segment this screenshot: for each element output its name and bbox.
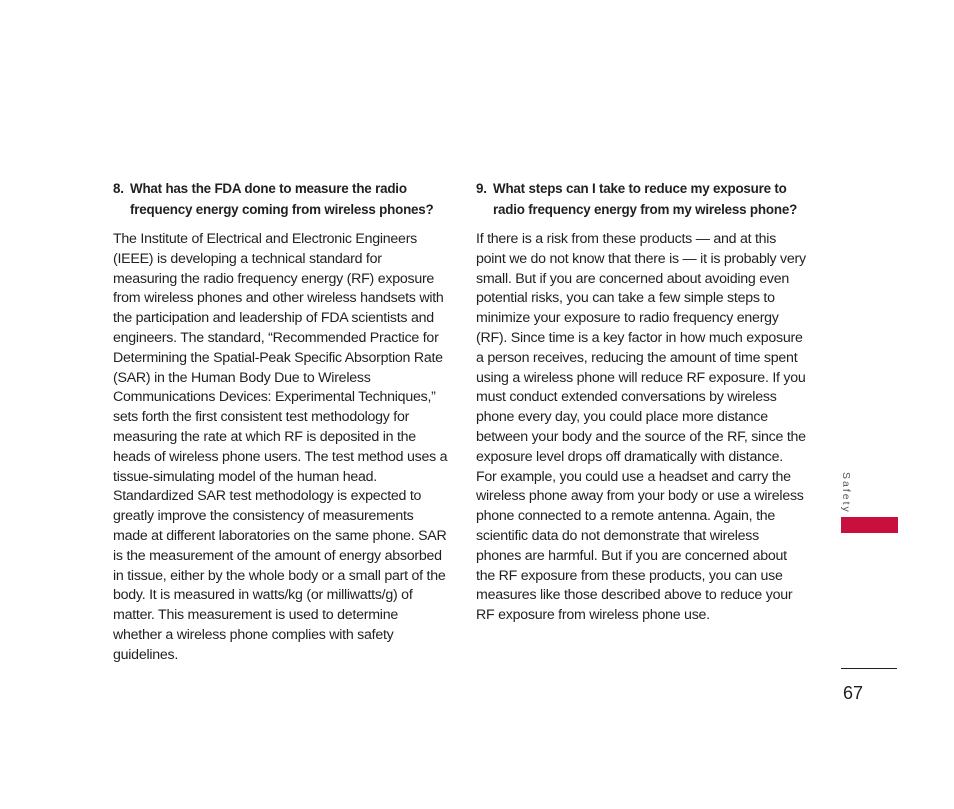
question-8-heading [113, 178, 449, 220]
question-text: What steps can I take to reduce my exposure to radio frequency energy from my wireless phone? [493, 181, 798, 217]
question-text: What has the FDA done to measure the radio frequency energy coming from wireless phones? [130, 181, 434, 217]
right-column [476, 178, 806, 626]
question-number: 8. [113, 181, 124, 196]
left-column [113, 178, 449, 666]
question-number: 9. [476, 181, 487, 196]
page-number-rule [841, 668, 897, 669]
section-label: Safety [840, 472, 852, 514]
answer-9-paragraph: If there is a risk from these products — and at this point we do not know that there is — it is probably very small. But if you are concerned about avoiding even potential risks, you can take a few simple steps to minimize your exposure to radio frequency energy (RF). Since time is a key factor in how much exposure a person receives, reducing the amount of time spent using a wireless phone will reduce RF exposure. If you must conduct extended conversations by wireless phone every day, you could place more distance between your body and the source of the RF, since the exposure level drops off dramatically with distance. For example, you could use a headset and carry the wireless phone away from your body or use a wireless phone connected to a remote antenna. Again, the scientific data do not demonstrate that wireless phones are harmful. But if you are concerned about the RF exposure from these products, you can use measures like those described above to reduce your RF exposure from wireless phone use. [476, 231, 806, 624]
question-9-heading [476, 178, 806, 220]
section-tab-marker [841, 517, 898, 533]
answer-8-paragraph: The Institute of Electrical and Electronic Engineers (IEEE) is developing a technical standard for measuring the radio frequency energy (RF) exposure from wireless phones and other wireless handsets with the participation and leadership of FDA scientists and engineers. The standard, “Recommended Practice for Determining the Spatial-Peak Specific Absorption Rate (SAR) in the Human Body Due to Wireless Communications Devices: Experimental Techniques,” sets forth the first consistent test methodology for measuring the rate at which RF is deposited in the heads of wireless phone users. The test method uses a tissue-simulating model of the human head. Standardized SAR test methodology is expected to greatly improve the consistency of measurements made at different laboratories on the same phone. SAR is the measurement of the amount of energy absorbed in tissue, either by the whole body or a small part of the body. It is measured in watts/kg (or milliwatts/g) of matter. This measurement is used to determine whether a wireless phone complies with safety guidelines. [113, 231, 448, 663]
page-number: 67 [843, 683, 864, 703]
